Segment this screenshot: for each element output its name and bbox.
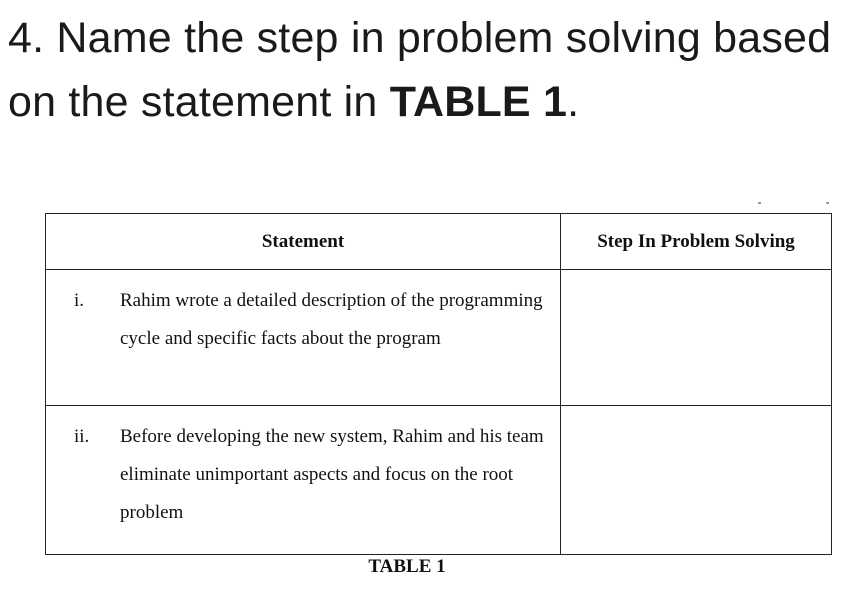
question-number: 4. [8,14,45,62]
table-reference: TABLE 1 [389,78,568,126]
step-answer-cell[interactable] [561,406,832,555]
header-step: Step In Problem Solving [561,214,832,270]
table-row [46,270,832,406]
scan-speck [758,202,761,204]
table-row [46,406,832,555]
table-caption: TABLE 1 [368,556,446,577]
question-end: . [567,78,580,126]
statement-cell [46,406,561,555]
row-number: ii. [74,426,90,447]
row-number: i. [74,290,85,311]
question-text [8,6,848,134]
step-answer-cell[interactable] [561,270,832,406]
scan-speck [826,202,829,204]
header-statement: Statement [46,214,561,270]
problem-solving-table [45,213,832,555]
statement-cell [46,270,561,406]
statement-text: Before developing the new system, Rahim and his team eliminate unimportant aspects and focus on the root problem [120,426,544,523]
question-body: Name the step in problem solving based on the statement in [8,14,832,126]
table-header-row [46,214,832,270]
statement-text: Rahim wrote a detailed description of the programming cycle and specific facts about the program [120,290,543,349]
